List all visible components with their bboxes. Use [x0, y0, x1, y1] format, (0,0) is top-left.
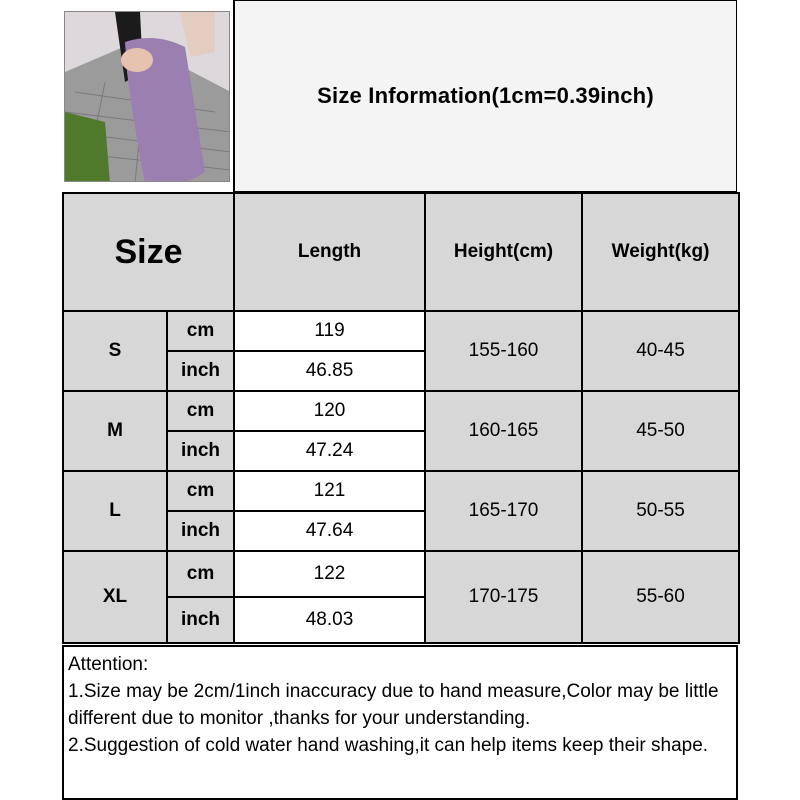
- length-cm: 119: [234, 311, 425, 351]
- weight-range: 40-45: [582, 311, 739, 391]
- unit-label: cm: [167, 311, 234, 351]
- size-label: XL: [63, 551, 167, 643]
- unit-label: cm: [167, 391, 234, 431]
- unit-label: inch: [167, 597, 234, 643]
- unit-label: cm: [167, 551, 234, 597]
- height-range: 170-175: [425, 551, 582, 643]
- height-range: 160-165: [425, 391, 582, 471]
- length-cm: 122: [234, 551, 425, 597]
- length-inch: 46.85: [234, 351, 425, 391]
- product-photo: [64, 11, 230, 182]
- table-header-row: [63, 193, 739, 311]
- length-inch: 48.03: [234, 597, 425, 643]
- table-row: [63, 551, 739, 597]
- weight-range: 45-50: [582, 391, 739, 471]
- length-cm: 120: [234, 391, 425, 431]
- attention-heading: Attention:: [68, 654, 149, 675]
- table-row: [63, 311, 739, 351]
- title-cell: [233, 0, 737, 192]
- table-row: [63, 391, 739, 431]
- header-size: Size: [63, 193, 234, 311]
- attention-note-1: 1.Size may be 2cm/1inch inaccuracy due to hand measure,Color may be little different due to monitor ,thanks for your understanding.: [68, 681, 719, 729]
- attention-notes: [62, 645, 738, 800]
- attention-note-2: 2.Suggestion of cold water hand washing,it can help items keep their shape.: [68, 735, 709, 756]
- size-label: S: [63, 311, 167, 391]
- height-range: 155-160: [425, 311, 582, 391]
- length-cm: 121: [234, 471, 425, 511]
- length-inch: 47.64: [234, 511, 425, 551]
- weight-range: 50-55: [582, 471, 739, 551]
- table-row: [63, 471, 739, 511]
- size-label: M: [63, 391, 167, 471]
- height-range: 165-170: [425, 471, 582, 551]
- unit-label: inch: [167, 351, 234, 391]
- unit-label: cm: [167, 471, 234, 511]
- weight-range: 55-60: [582, 551, 739, 643]
- size-info-title: Size Information(1cm=0.39inch): [317, 83, 654, 108]
- model-photo-illustration: [65, 12, 230, 182]
- unit-label: inch: [167, 431, 234, 471]
- size-table: [62, 192, 740, 644]
- length-inch: 47.24: [234, 431, 425, 471]
- size-label: L: [63, 471, 167, 551]
- header-weight: Weight(kg): [582, 193, 739, 311]
- header-length: Length: [234, 193, 425, 311]
- unit-label: inch: [167, 511, 234, 551]
- header-height: Height(cm): [425, 193, 582, 311]
